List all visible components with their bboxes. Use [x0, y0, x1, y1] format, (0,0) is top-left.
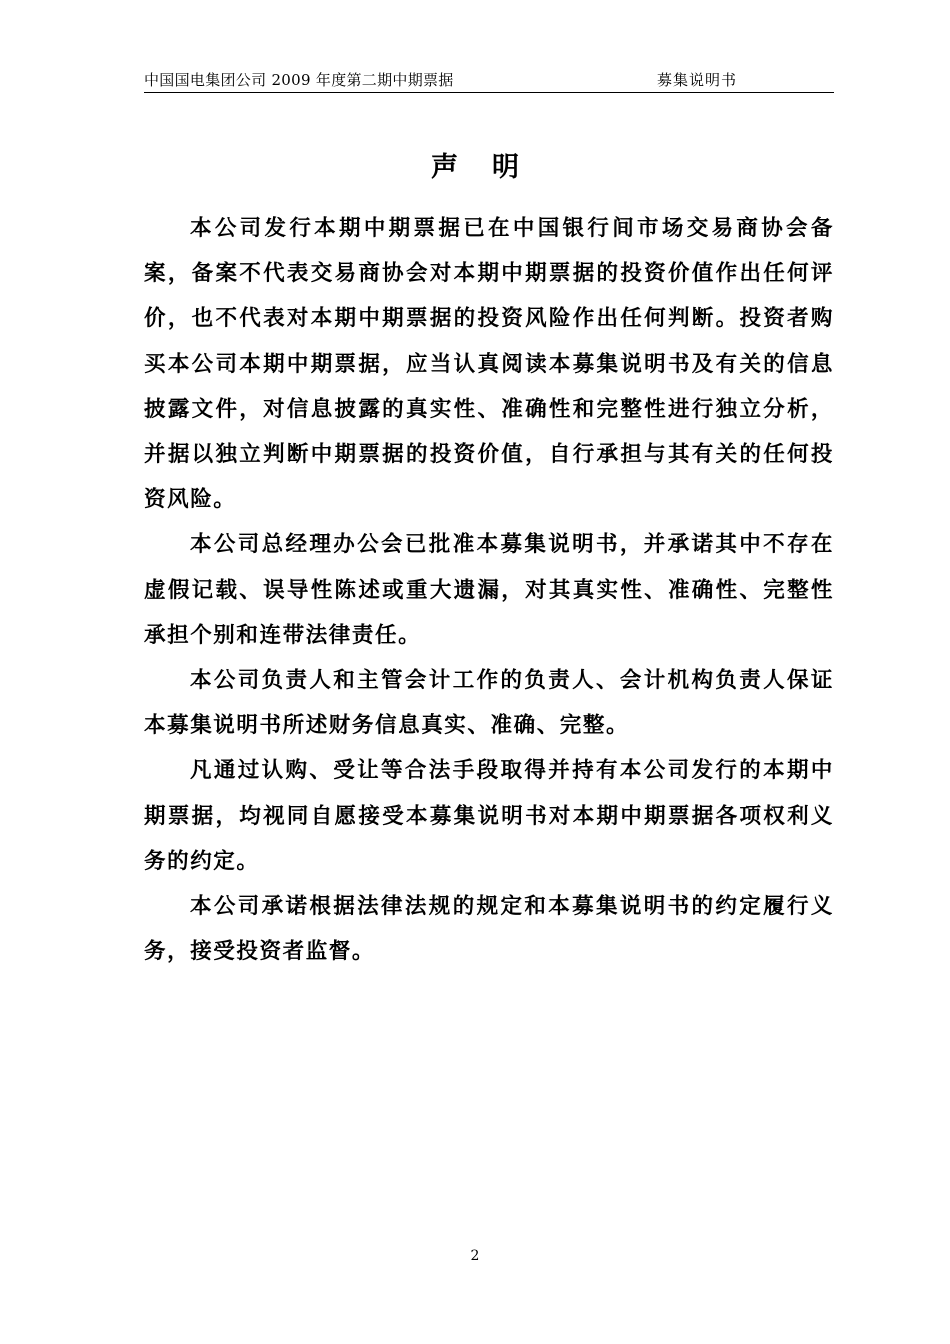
declaration-body — [144, 206, 834, 974]
header-section-title: 募集说明书 — [657, 71, 738, 89]
running-header — [144, 66, 834, 93]
paragraph-financial-guarantee: 本公司负责人和主管会计工作的负责人、会计机构负责人保证本募集说明书所述财务信息真实、准确、完整。 — [144, 668, 834, 739]
page-title: 声明 — [431, 152, 553, 183]
paragraph-investor-acceptance: 凡通过认购、受让等合法手段取得并持有本公司发行的本期中期票据，均视同自愿接受本募集说明书对本期中期票据各项权利义务的约定。 — [144, 758, 834, 874]
paragraph-filing-notice: 本公司发行本期中期票据已在中国银行间市场交易商协会备案，备案不代表交易商协会对本期中期票据的投资价值作出任何评价，也不代表对本期中期票据的投资风险作出任何判断。投资者购买本公司本期中期票据，应当认真阅读本募集说明书及有关的信息披露文件，对信息披露的真实性、准确性和完整性进行独立分析，并据以独立判断中期票据的投资价值，自行承担与其有关的任何投资风险。 — [144, 216, 834, 513]
header-document-title: 中国国电集团公司 2009 年度第二期中期票据 — [144, 71, 454, 89]
paragraph-management-approval: 本公司总经理办公会已批准本募集说明书，并承诺其中不存在虚假记载、误导性陈述或重大遗漏，对其真实性、准确性、完整性承担个别和连带法律责任。 — [144, 532, 834, 648]
page-number: 2 — [470, 1248, 480, 1264]
paragraph-company-commitment: 本公司承诺根据法律法规的规定和本募集说明书的约定履行义务，接受投资者监督。 — [144, 894, 834, 965]
